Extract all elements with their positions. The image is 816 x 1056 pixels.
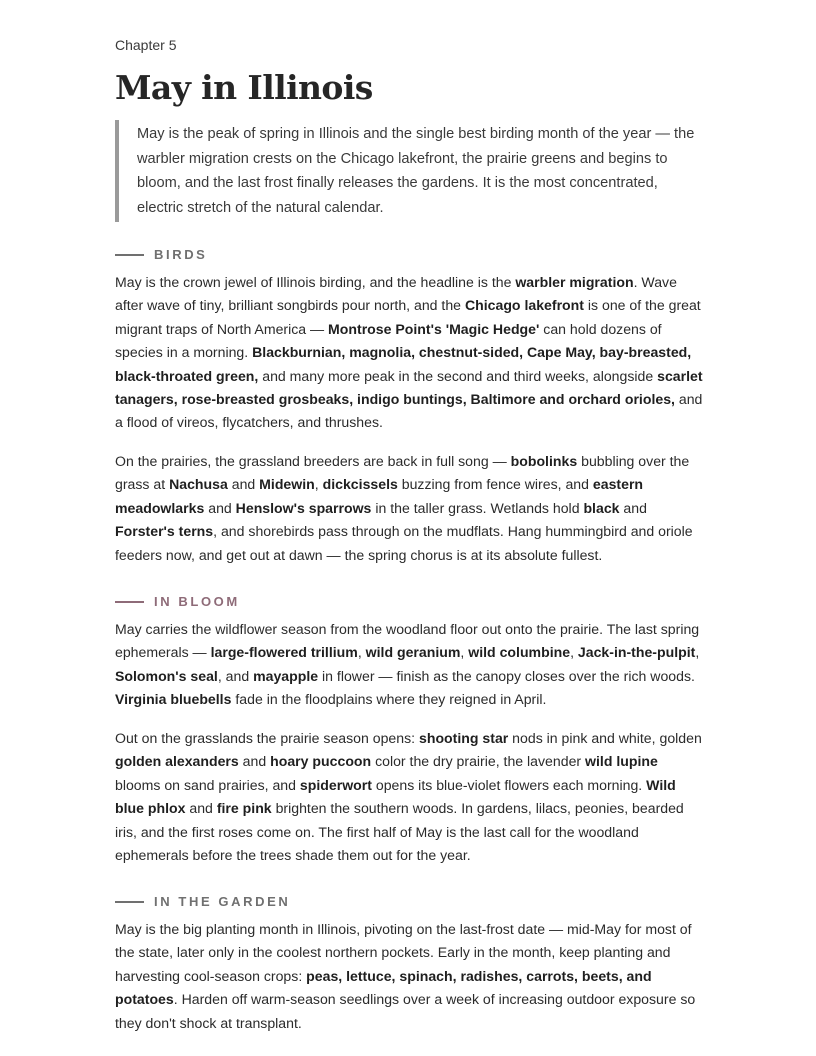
heading-rule — [115, 254, 144, 256]
highlighted-term: shooting star — [419, 730, 509, 746]
section-heading-birds — [115, 247, 207, 262]
highlighted-term: Montrose Point's 'Magic Hedge' — [328, 320, 540, 337]
highlighted-term: dickcissels — [322, 476, 398, 493]
highlighted-term: warbler migration — [515, 274, 634, 290]
highlighted-term: bobolinks — [510, 453, 578, 469]
heading-rule — [115, 601, 144, 603]
highlighted-term: hoary puccoon — [270, 753, 372, 770]
section-heading-in-bloom — [115, 594, 240, 609]
highlighted-term: fire pink — [216, 800, 272, 817]
highlighted-term: Virginia bluebells — [115, 691, 232, 708]
highlighted-term: wild columbine — [468, 644, 571, 661]
highlighted-term: peas, lettuce, spinach, radishes, carrots, beets, and potatoes — [115, 967, 652, 1008]
section-heading-in-the-garden — [115, 894, 290, 909]
highlighted-term: Solomon's seal — [115, 667, 218, 684]
section-heading-label: BIRDS — [154, 247, 208, 262]
highlighted-term: wild geranium — [365, 644, 461, 661]
highlighted-term: scarlet tanagers, rose-breasted grosbeaks, indigo buntings, Baltimore and orchard orioles, — [115, 367, 703, 408]
highlighted-term: Jack-in-the-pulpit — [577, 644, 696, 661]
highlighted-term: Midewin — [259, 476, 315, 493]
bloom-paragraph-1: May carries the wildflower season from the woodland floor out onto the prairie. The last spring ephemerals — large-flowered trillium, wild geranium, wild columbine, Jack-in-the-pulpit, Solomon's seal, and mayapple in flower — finish as the canopy closes over the rich woods. Virginia bluebells fade in the floodplains where they reigned in April. — [115, 621, 700, 708]
highlighted-term: wild lupine — [585, 753, 658, 770]
highlighted-term: black — [583, 499, 620, 516]
highlighted-term: Forster's terns — [115, 523, 214, 540]
chapter-label: Chapter 5 — [115, 37, 177, 53]
highlighted-term: large-flowered trillium — [210, 644, 358, 661]
section-heading-label: IN BLOOM — [154, 594, 240, 609]
highlighted-term: Nachusa — [169, 476, 228, 493]
highlighted-term: spiderwort — [299, 776, 372, 793]
bloom-paragraph-2: Out on the grasslands the prairie season opens: shooting star nods in pink and white, golden golden alexanders and hoary puccoon color the dry prairie, the lavender wild lupine blooms on sand prairies, and spiderwort opens its blue-violet flowers each morning. Wild blue phlox and fire pink brighten the southern woods. In gardens, lilacs, peonies, bearded iris, and the first roses come on. The first half of May is the last call for the woodland ephemerals before the trees shade them out for the year. — [115, 730, 702, 864]
highlighted-term: golden alexanders — [115, 753, 239, 770]
highlighted-term: Henslow's sparrows — [235, 499, 372, 516]
highlighted-term: Blackburnian, magnolia, chestnut-sided, Cape May, bay-breasted, black-throated green, — [115, 344, 692, 384]
highlighted-term: eastern meadowlarks — [115, 476, 644, 516]
heading-rule — [115, 901, 144, 903]
intro-blockquote: May is the peak of spring in Illinois and the single best birding month of the year — the warbler migration crests on the Chicago lakefront, the prairie greens and begins to bloom, and the last frost finally releases the gardens. It is the most concentrated, electric stretch of the natural calendar. — [115, 120, 701, 222]
highlighted-term: Wild blue phlox — [115, 776, 676, 817]
garden-paragraph-1: May is the big planting month in Illinois, pivoting on the last-frost date — mid-May for most of the state, later only in the coolest northern pockets. Early in the month, keep planting and harvesting cool-season crops: peas, lettuce, spinach, radishes, carrots, beets, and potatoes. Harden off warm-season seedlings over a week of increasing outdoor exposure so they don't shock at transplant. — [115, 921, 696, 1031]
highlighted-term: Chicago lakefront — [464, 297, 584, 314]
highlighted-term: mayapple — [253, 667, 319, 684]
birds-paragraph-2: On the prairies, the grassland breeders are back in full song — bobolinks bubbling over the grass at Nachusa and Midewin, dickcissels buzzing from fence wires, and eastern meadowlarks and Henslow's sparrows in the taller grass. Wetlands hold black and Forster's terns, and shorebirds pass through on the mudflats. Hang hummingbird and oriole feeders now, and get out at dawn — the spring chorus is at its absolute fullest. — [115, 453, 693, 563]
page-title: May in Illinois — [115, 68, 373, 107]
birds-paragraph-1: May is the crown jewel of Illinois birding, and the headline is the warbler migration. Wave after wave of tiny, brilliant songbirds pour north, and the Chicago lakefront is one of the great migrant traps of North America — Montrose Point's 'Magic Hedge' can hold dozens of species in a morning. Blackburnian, magnolia, chestnut-sided, Cape May, bay-breasted, black-throated green, and many more peak in the second and third weeks, alongside scarlet tanagers, rose-breasted grosbeaks, indigo buntings, Baltimore and orchard orioles, and a flood of vireos, flycatchers, and thrushes. — [115, 274, 703, 431]
section-heading-label: IN THE GARDEN — [154, 894, 291, 909]
